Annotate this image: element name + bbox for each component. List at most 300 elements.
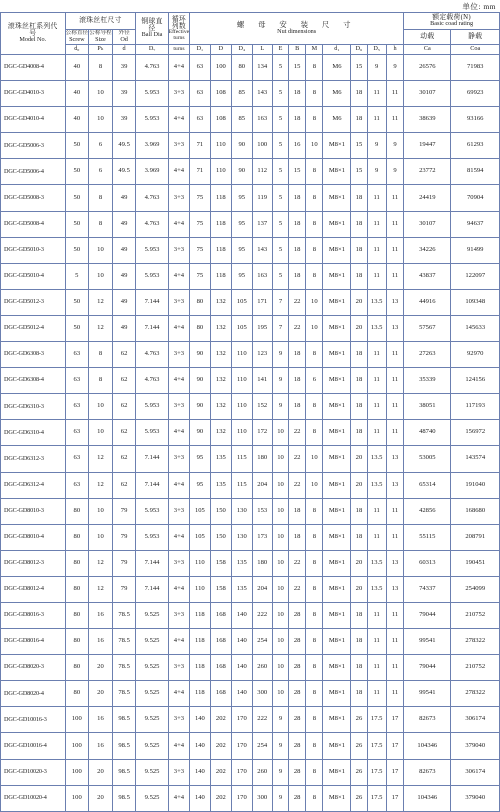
table-cell: 163 [252, 263, 272, 289]
table-cell: 208791 [451, 524, 500, 550]
table-cell: 10 [306, 315, 323, 341]
table-cell: 13.5 [367, 576, 386, 602]
table-cell: 118 [190, 602, 210, 628]
table-cell: 11 [386, 655, 403, 681]
table-cell: 124156 [451, 368, 500, 394]
table-row [1, 55, 500, 81]
table-cell: 100 [65, 785, 89, 811]
table-cell: 10 [272, 576, 288, 602]
table-cell: 8 [306, 759, 323, 785]
table-cell: 49 [112, 185, 136, 211]
model-cell: DGC-GD10016-4 [1, 733, 66, 759]
table-cell: 65314 [404, 472, 451, 498]
table-cell: 11 [386, 81, 403, 107]
table-cell: M8×1 [323, 446, 351, 472]
table-cell: 10 [272, 681, 288, 707]
table-cell: 202 [210, 733, 232, 759]
table-cell: 90 [190, 368, 210, 394]
table-cell: 17.5 [367, 759, 386, 785]
table-cell: 18 [351, 681, 367, 707]
table-cell: 8 [89, 211, 113, 237]
table-cell: 135 [210, 472, 232, 498]
table-cell: 132 [210, 420, 232, 446]
table-cell: 17.5 [367, 785, 386, 811]
table-cell: M8×1 [323, 759, 351, 785]
table-cell: 130 [232, 524, 252, 550]
table-cell: 50 [65, 185, 89, 211]
table-cell: 63 [65, 446, 89, 472]
table-cell: 17 [386, 733, 403, 759]
table-cell: 18 [289, 368, 306, 394]
table-cell: 104346 [404, 733, 451, 759]
table-row [1, 681, 500, 707]
table-cell: 50 [65, 237, 89, 263]
table-cell: 11 [386, 237, 403, 263]
table-cell: 3+3 [168, 133, 190, 159]
table-cell: 117193 [451, 394, 500, 420]
table-cell: 11 [367, 602, 386, 628]
table-cell: 13.5 [367, 472, 386, 498]
table-cell: 3+3 [168, 394, 190, 420]
table-cell: 11 [367, 655, 386, 681]
table-cell: 18 [289, 237, 306, 263]
table-cell: 9 [272, 785, 288, 811]
table-cell: 34226 [404, 237, 451, 263]
table-cell: 17 [386, 759, 403, 785]
table-cell: 100 [65, 759, 89, 785]
table-cell: 40 [65, 81, 89, 107]
table-cell: 7 [272, 315, 288, 341]
table-cell: 3+3 [168, 81, 190, 107]
table-cell: 7.144 [136, 446, 168, 472]
table-cell: 210752 [451, 602, 500, 628]
table-cell: 5 [272, 159, 288, 185]
model-cell: DGC-GD5006-4 [1, 159, 66, 185]
table-cell: 75 [190, 211, 210, 237]
table-cell: 24419 [404, 185, 451, 211]
table-cell: 6 [306, 368, 323, 394]
table-cell: 118 [210, 211, 232, 237]
load-rating-header [404, 13, 500, 30]
table-row [1, 576, 500, 602]
table-cell: 4+4 [168, 733, 190, 759]
table-cell: 104346 [404, 785, 451, 811]
table-cell: 18 [289, 498, 306, 524]
table-cell: 15 [351, 159, 367, 185]
table-cell: 5.953 [136, 420, 168, 446]
table-cell: 10 [306, 446, 323, 472]
table-cell: 11 [386, 394, 403, 420]
table-cell: 18 [351, 368, 367, 394]
table-cell: 22 [289, 472, 306, 498]
table-cell: 78.5 [112, 655, 136, 681]
table-cell: 278322 [451, 629, 500, 655]
table-cell: 134 [252, 55, 272, 81]
table-cell: 99541 [404, 629, 451, 655]
table-cell: 26576 [404, 55, 451, 81]
table-cell: 50 [65, 133, 89, 159]
table-cell: 49 [112, 315, 136, 341]
screw-nominal-header [65, 30, 89, 45]
table-cell: 11 [386, 524, 403, 550]
table-cell: 95 [232, 211, 252, 237]
table-cell: 143574 [451, 446, 500, 472]
table-cell: 10 [272, 420, 288, 446]
table-cell: 20 [89, 681, 113, 707]
table-row [1, 733, 500, 759]
table-cell: 30107 [404, 81, 451, 107]
table-cell: 10 [89, 237, 113, 263]
table-cell: 158 [210, 550, 232, 576]
model-cell: DGC-GD8016-4 [1, 629, 66, 655]
table-cell: 74337 [404, 576, 451, 602]
ball-dia-header [136, 13, 168, 45]
col-d5: D₅ [367, 45, 386, 55]
table-cell: 18 [351, 81, 367, 107]
table-cell: 71983 [451, 55, 500, 81]
model-cell: DGC-GD6308-3 [1, 342, 66, 368]
col-b: B [289, 45, 306, 55]
table-cell: 202 [210, 759, 232, 785]
table-cell: 10 [306, 289, 323, 315]
model-cell: DGC-GD5010-3 [1, 237, 66, 263]
table-cell: 8 [306, 681, 323, 707]
table-cell: 140 [232, 602, 252, 628]
table-cell: 204 [252, 576, 272, 602]
table-row [1, 472, 500, 498]
model-cell: DGC-GD4010-4 [1, 107, 66, 133]
table-cell: 7 [272, 289, 288, 315]
table-cell: 195 [252, 315, 272, 341]
table-cell: 15 [289, 159, 306, 185]
table-cell: 190451 [451, 550, 500, 576]
table-cell: 10 [89, 524, 113, 550]
table-cell: 108 [210, 107, 232, 133]
table-cell: 26 [351, 707, 367, 733]
table-row [1, 211, 500, 237]
table-cell: 4+4 [168, 472, 190, 498]
table-cell: 91499 [451, 237, 500, 263]
table-cell: M8×1 [323, 629, 351, 655]
table-cell: 135 [210, 446, 232, 472]
table-cell: 110 [232, 420, 252, 446]
table-cell: 8 [306, 420, 323, 446]
table-cell: 306174 [451, 759, 500, 785]
table-cell: 9 [367, 133, 386, 159]
table-cell: 105 [190, 498, 210, 524]
table-cell: 50 [65, 289, 89, 315]
table-row [1, 446, 500, 472]
table-cell: 10 [272, 446, 288, 472]
model-cell: DGC-GD6308-4 [1, 368, 66, 394]
dynamic-load-header: 动载 [404, 30, 451, 45]
table-cell: 40 [65, 107, 89, 133]
table-cell: 168 [210, 681, 232, 707]
table-cell: 4.763 [136, 55, 168, 81]
table-cell: 49 [112, 211, 136, 237]
table-cell: M8×1 [323, 550, 351, 576]
table-cell: 11 [386, 107, 403, 133]
table-row [1, 707, 500, 733]
table-cell: 69923 [451, 81, 500, 107]
table-cell: 8 [306, 576, 323, 602]
table-cell: 5 [272, 81, 288, 107]
table-cell: 61293 [451, 133, 500, 159]
table-cell: 152 [252, 394, 272, 420]
table-cell: 18 [351, 185, 367, 211]
table-cell: 6 [89, 159, 113, 185]
table-cell: 28 [289, 759, 306, 785]
table-cell: 90 [232, 159, 252, 185]
table-cell: 8 [306, 107, 323, 133]
table-cell: 79 [112, 498, 136, 524]
table-cell: 18 [351, 211, 367, 237]
table-cell: 168 [210, 629, 232, 655]
table-cell: 3+3 [168, 602, 190, 628]
table-cell: 11 [367, 185, 386, 211]
table-cell: 11 [367, 81, 386, 107]
table-row [1, 394, 500, 420]
circuits-zh: 循环列数 [171, 15, 187, 30]
table-cell: 53005 [404, 446, 451, 472]
table-cell: 379040 [451, 733, 500, 759]
table-cell: 98.5 [112, 733, 136, 759]
table-cell: 5 [272, 185, 288, 211]
col-m: M [306, 45, 323, 55]
screw-nominal-zh: 公称直径 [65, 29, 89, 36]
table-cell: 38639 [404, 107, 451, 133]
table-cell: 12 [89, 472, 113, 498]
table-cell: 118 [190, 655, 210, 681]
table-cell: 100 [65, 733, 89, 759]
nut-dimensions-header [190, 13, 404, 45]
table-cell: 11 [367, 681, 386, 707]
table-row [1, 498, 500, 524]
table-cell: 62 [112, 446, 136, 472]
table-cell: 11 [386, 420, 403, 446]
table-row [1, 342, 500, 368]
table-cell: 49 [112, 237, 136, 263]
table-cell: 11 [367, 211, 386, 237]
table-cell: 115 [232, 472, 252, 498]
table-cell: 9.525 [136, 681, 168, 707]
table-cell: 90 [190, 394, 210, 420]
nut-dimensions-zh: 螺 母 安 装 尺 寸 [236, 20, 357, 30]
table-row [1, 81, 500, 107]
table-cell: 132 [210, 368, 232, 394]
table-cell: 130 [232, 498, 252, 524]
table-cell: 13 [386, 289, 403, 315]
table-cell: 3.969 [136, 159, 168, 185]
table-cell: 43837 [404, 263, 451, 289]
table-cell: 8 [306, 55, 323, 81]
table-row [1, 315, 500, 341]
table-cell: 118 [190, 681, 210, 707]
table-cell: 132 [210, 289, 232, 315]
table-cell: 82673 [404, 707, 451, 733]
table-cell: 18 [351, 263, 367, 289]
table-cell: 28 [289, 785, 306, 811]
table-cell: 115 [232, 446, 252, 472]
table-cell: 50 [65, 315, 89, 341]
table-cell: 62 [112, 342, 136, 368]
table-cell: 12 [89, 550, 113, 576]
table-cell: 10 [272, 629, 288, 655]
table-cell: 18 [351, 602, 367, 628]
table-cell: 30107 [404, 211, 451, 237]
table-cell: 5 [272, 107, 288, 133]
table-cell: 17.5 [367, 733, 386, 759]
table-cell: 10 [306, 472, 323, 498]
table-cell: 8 [89, 55, 113, 81]
table-row [1, 759, 500, 785]
table-cell: 140 [232, 681, 252, 707]
table-cell: 140 [232, 655, 252, 681]
table-cell: 22 [289, 446, 306, 472]
model-cell: DGC-GD5008-3 [1, 185, 66, 211]
table-cell: 20 [351, 446, 367, 472]
table-cell: 5 [272, 237, 288, 263]
table-cell: M8×1 [323, 315, 351, 341]
table-cell: M8×1 [323, 733, 351, 759]
table-cell: 28 [289, 733, 306, 759]
table-cell: 11 [367, 420, 386, 446]
table-cell: 5 [272, 263, 288, 289]
table-cell: 254099 [451, 576, 500, 602]
col-d1: D₁ [190, 45, 210, 55]
sub-ph: Pₕ [89, 45, 113, 55]
nut-dimensions-en: Nut dimensions [277, 28, 317, 36]
table-cell: 143 [252, 81, 272, 107]
table-cell: M8×1 [323, 289, 351, 315]
table-cell: 9.525 [136, 733, 168, 759]
table-cell: M8×1 [323, 159, 351, 185]
table-cell: M8×1 [323, 420, 351, 446]
table-cell: 9.525 [136, 759, 168, 785]
table-cell: 4.763 [136, 185, 168, 211]
table-cell: 95 [232, 263, 252, 289]
table-cell: 12 [89, 315, 113, 341]
screw-lead-en: Size [95, 35, 106, 43]
table-cell: 60313 [404, 550, 451, 576]
table-cell: 105 [232, 289, 252, 315]
table-cell: 18 [351, 237, 367, 263]
table-cell: 63 [65, 342, 89, 368]
table-cell: 110 [232, 394, 252, 420]
table-cell: 98.5 [112, 785, 136, 811]
model-cell: DGC-GD8012-3 [1, 550, 66, 576]
table-cell: 145633 [451, 315, 500, 341]
table-cell: 39 [112, 107, 136, 133]
table-cell: 15 [351, 133, 367, 159]
table-cell: M6 [323, 55, 351, 81]
table-cell: 9 [272, 759, 288, 785]
table-cell: 118 [190, 629, 210, 655]
table-cell: 3+3 [168, 655, 190, 681]
table-cell: 11 [386, 263, 403, 289]
table-cell: 18 [289, 185, 306, 211]
table-cell: 170 [232, 733, 252, 759]
table-cell: 20 [89, 759, 113, 785]
table-cell: 170 [232, 707, 252, 733]
table-cell: 26 [351, 733, 367, 759]
table-cell: 7.144 [136, 472, 168, 498]
table-cell: 92970 [451, 342, 500, 368]
table-cell: 10 [272, 498, 288, 524]
table-cell: 100 [252, 133, 272, 159]
table-cell: 5.953 [136, 498, 168, 524]
table-cell: 80 [65, 550, 89, 576]
model-cell: DGC-GD8012-4 [1, 576, 66, 602]
table-cell: 79044 [404, 602, 451, 628]
table-cell: M8×1 [323, 785, 351, 811]
table-cell: 110 [190, 550, 210, 576]
table-cell: 140 [190, 785, 210, 811]
table-cell: M8×1 [323, 237, 351, 263]
static-load-header: 静载 [451, 30, 500, 45]
table-cell: 9 [367, 55, 386, 81]
circuits-en: Effective turns [168, 28, 190, 41]
table-cell: 4+4 [168, 785, 190, 811]
table-cell: 132 [210, 342, 232, 368]
table-cell: 78.5 [112, 602, 136, 628]
table-cell: 9 [272, 342, 288, 368]
table-cell: 112 [252, 159, 272, 185]
table-cell: 4+4 [168, 629, 190, 655]
table-cell: 13 [386, 446, 403, 472]
table-cell: 63 [65, 420, 89, 446]
model-header-zh: 滚珠丝杠系列代号 [7, 23, 58, 38]
table-cell: 118 [210, 263, 232, 289]
table-cell: 81594 [451, 159, 500, 185]
table-cell: 118 [210, 185, 232, 211]
table-cell: 172 [252, 420, 272, 446]
table-cell: 5.953 [136, 263, 168, 289]
model-cell: DGC-GD8010-4 [1, 524, 66, 550]
table-cell: 19447 [404, 133, 451, 159]
table-cell: 20 [351, 576, 367, 602]
table-cell: 109348 [451, 289, 500, 315]
table-cell: M8×1 [323, 655, 351, 681]
sub-dw: Dᵥ [136, 45, 168, 55]
table-cell: 44916 [404, 289, 451, 315]
table-cell: 20 [351, 472, 367, 498]
table-cell: 140 [190, 759, 210, 785]
table-cell: 9 [386, 133, 403, 159]
sub-coa: Coa [451, 45, 500, 55]
screw-od-header [112, 30, 136, 45]
table-cell: 9 [386, 55, 403, 81]
table-cell: 8 [306, 498, 323, 524]
table-cell: 26 [351, 759, 367, 785]
table-cell: 180 [252, 550, 272, 576]
table-cell: 70904 [451, 185, 500, 211]
table-cell: 4+4 [168, 524, 190, 550]
table-cell: 11 [367, 498, 386, 524]
table-cell: M8×1 [323, 602, 351, 628]
table-cell: 26 [351, 785, 367, 811]
table-cell: 123 [252, 342, 272, 368]
table-cell: 95 [232, 237, 252, 263]
table-cell: 8 [306, 550, 323, 576]
table-cell: 8 [306, 733, 323, 759]
table-cell: 278322 [451, 681, 500, 707]
table-cell: 8 [306, 342, 323, 368]
screw-lead-zh: 公称导程 [89, 29, 112, 36]
table-cell: 10 [272, 524, 288, 550]
table-cell: 110 [190, 576, 210, 602]
table-cell: 150 [210, 498, 232, 524]
